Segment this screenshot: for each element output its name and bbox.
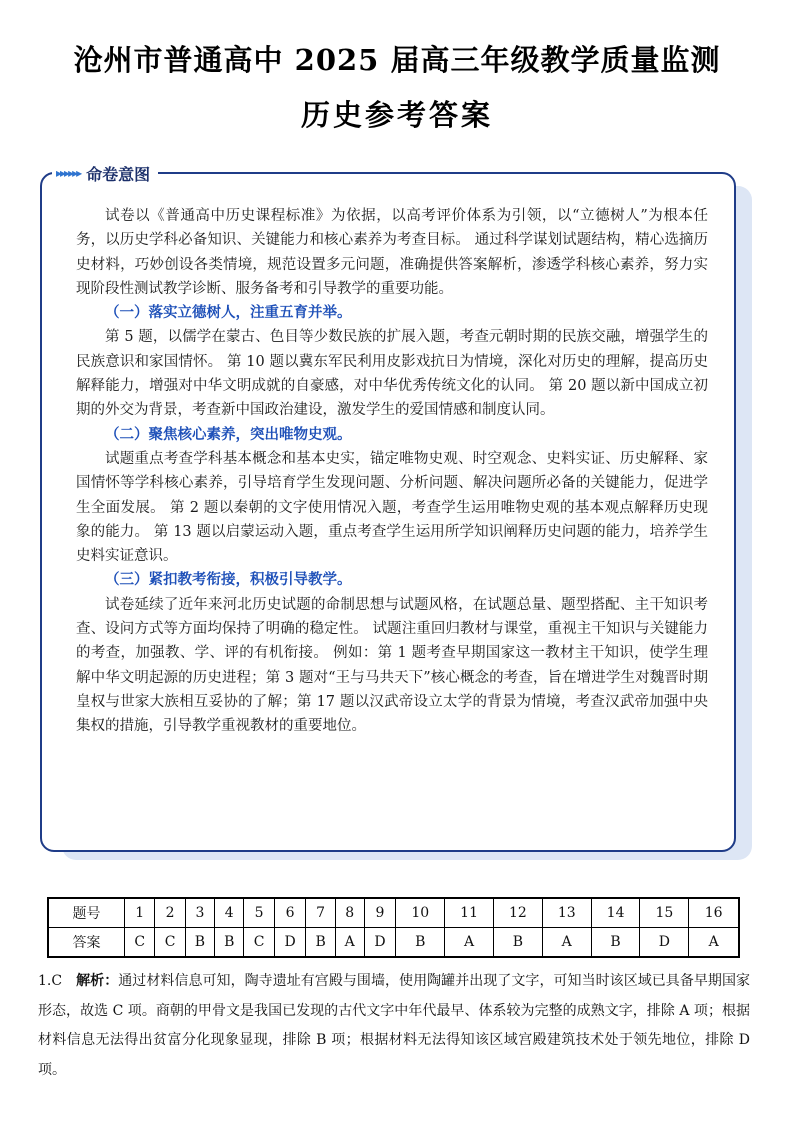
explanation-keyword: 解析： [76, 973, 119, 989]
question-number: 7 [306, 898, 335, 928]
question-number: 10 [396, 898, 445, 928]
question-number: 14 [591, 898, 640, 928]
row-label-answer: 答案 [48, 928, 125, 958]
answer-table [47, 897, 740, 958]
question-number: 1 [125, 898, 155, 928]
answer-cell: A [689, 928, 739, 958]
section-2-title: （二）聚焦核心素养，突出唯物史观。 [105, 426, 352, 443]
answer-cell: A [335, 928, 364, 958]
section-3-title: （三）紧扣教考衔接，积极引导教学。 [105, 572, 352, 589]
answer-table-number-row [48, 898, 739, 928]
section-2-text: 试题重点考查学科基本概念和基本史实，锚定唯物史观、时空观念、史料实证、历史解释、家国情怀等学科核心素养，引导培育学生发现问题、分析问题、解决问题所必备的关键能力，促进学生全面发展。 第 2 题以秦朝的文字使用情况入题，考查学生运用唯物史观的基本观点解释历史现象的能力。 第 13 题以启蒙运动入题，重点考查学生运用所学知识阐释历史问题的能力，培养学生史料实证意识。 [76, 450, 708, 565]
question-number: 13 [542, 898, 591, 928]
question-number: 6 [274, 898, 306, 928]
answer-cell: B [591, 928, 640, 958]
answer-cell: D [274, 928, 306, 958]
explanation-number: 1.C [38, 973, 63, 989]
answer-cell: B [396, 928, 445, 958]
answer-cell: C [244, 928, 274, 958]
answer-cell: A [542, 928, 591, 958]
question-number: 11 [445, 898, 494, 928]
question-number: 16 [689, 898, 739, 928]
section-1-text: 第 5 题，以儒学在蒙古、色目等少数民族的扩展入题，考查元朝时期的民族交融，增强学生的民族意识和家国情怀。 第 10 题以冀东军民利用皮影戏抗日为情境，深化对历史的理解，提高历史解释能力，增强对中华文明成就的自豪感，对中华优秀传统文化的认同。 第 20 题以新中国成立初期的外交为背景，考查新中国政治建设，激发学生的爱国情感和制度认同。 [76, 329, 708, 419]
question-number: 4 [215, 898, 244, 928]
question-number: 5 [244, 898, 274, 928]
row-label-number: 题号 [48, 898, 125, 928]
answer-cell: B [494, 928, 543, 958]
section-3-text: 试卷延续了近年来河北历史试题的命制思想与试题风格，在试题总量、题型搭配、主干知识考查、设问方式等方面均保持了明确的稳定性。 试题注重回归教材与课堂，重视主干知识与关键能力的考查，加强教、学、评的有机衔接。 例如：第 1 题考查早期国家这一教材主干知识，使学生理解中华文明起源的历史进程；第 3 题对“王与马共天下”核心概念的考查，旨在增进学生对魏晋时期皇权与世家大族相互妥协的了解；第 17 题以汉武帝设立太学的背景为情境，考查汉武帝加强中央集权的措施，引导教学重视教材的重要地位。 [76, 596, 708, 735]
answer-cell: C [155, 928, 185, 958]
page-subtitle: 历史参考答案 [300, 98, 493, 132]
intent-header [52, 160, 158, 186]
question-number: 3 [185, 898, 214, 928]
question-number: 8 [335, 898, 364, 928]
arrows-icon: ▸▸▸▸▸▸ [56, 166, 81, 180]
explanation-1 [38, 967, 750, 1085]
explanation-text: 通过材料信息可知，陶寺遗址有宫殿与围墙，使用陶罐并出现了文字，可知当时该区域已具备早期国家形态，故选 C 项。商朝的甲骨文是我国已发现的古代文字中年代最早、体系较为完整的成熟文字，排除 A 项；根据材料信息无法得出贫富分化现象显现，排除 B 项；根据材料无法得知该区域宫殿建筑技术处于领先地位，排除 D 项。 [38, 973, 751, 1078]
section-1-title: （一）落实立德树人，注重五育并举。 [105, 305, 352, 322]
intent-intro: 试卷以《普通高中历史课程标准》为依据，以高考评价体系为引领，以“立德树人”为根本任务，以历史学科必备知识、关键能力和核心素养为考查目标。 通过科学谋划试题结构，精心选摘历史材料，巧妙创设各类情境，规范设置多元问题，准确提供答案解析，渗透学科核心素养，努力实现阶段性测试教学诊断、服务备考和引导教学的重要功能。 [76, 208, 708, 297]
question-number: 9 [364, 898, 396, 928]
answer-cell: D [364, 928, 396, 958]
answer-cell: B [306, 928, 335, 958]
intent-header-label: 命卷意图 [86, 164, 151, 184]
answer-cell: C [125, 928, 155, 958]
answer-cell: B [215, 928, 244, 958]
answer-cell: D [640, 928, 689, 958]
answer-cell: A [445, 928, 494, 958]
question-number: 12 [494, 898, 543, 928]
answer-cell: B [185, 928, 214, 958]
intent-content [76, 204, 708, 739]
question-number: 2 [155, 898, 185, 928]
answer-table-answer-row [48, 928, 739, 958]
page-title: 沧州市普通高中 2025 届高三年级教学质量监测 [73, 43, 721, 77]
question-number: 15 [640, 898, 689, 928]
